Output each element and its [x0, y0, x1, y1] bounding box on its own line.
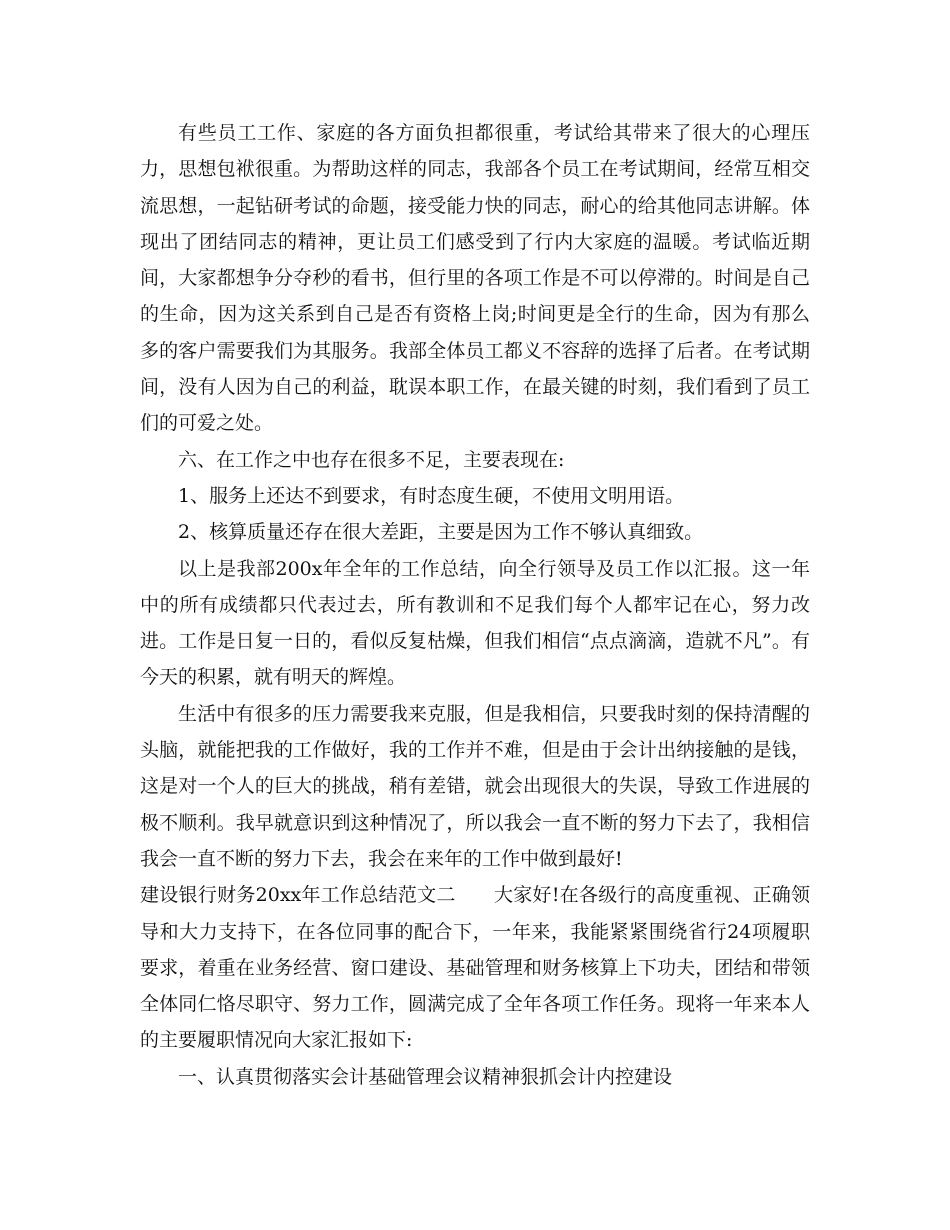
paragraph-shortcoming-1: 1、服务上还达不到要求，有时态度生硬，不使用文明用语。 [178, 484, 685, 507]
sample-body: 大家好!在各级行的高度重视、正确领导和大力支持下，在各位同事的配合下，一年来，我能紧紧围绕省行24项履职要求，着重在业务经营、窗口建设、基础管理和财务核算上下功夫，团结和带领全体同仁恪尽职守、努力工作，圆满完成了全年各项工作任务。现将一年来本人的主要履职情况向大家汇报如下: [140, 884, 811, 1052]
paragraph-exam-support: 有些员工工作、家庭的各方面负担都很重，考试给其带来了很大的心理压力，思想包袱很重。为帮助这样的同志，我部各个员工在考试期间，经常互相交流思想，一起钻研考试的命题，接受能力快的同志，耐心的给其他同志讲解。体现出了团结同志的精神，更让员工们感受到了行内大家庭的温暖。考试临近期间，大家都想争分夺秒的看书，但行里的各项工作是不可以停滞的。时间是自己的生命，因为这关系到自己是否有资格上岗;时间更是全行的生命，因为有那么多的客户需要我们为其服务。我部全体员工都义不容辞的选择了后者。在考试期间，没有人因为自己的利益，耽误本职工作，在最关键的时刻，我们看到了员工们的可爱之处。 [140, 122, 810, 435]
sample-title: 建设银行财务20xx年工作总结范文二 [140, 884, 456, 907]
document-body [140, 115, 810, 1095]
paragraph-summary: 以上是我部200x年全年的工作总结，向全行领导及员工作以汇报。这一年中的所有成绩都只代表过去，所有教训和不足我们每个人都牢记在心，努力改进。工作是日复一日的，看似反复枯燥，但我们相信“点点滴滴，造就不凡”。有今天的积累，就有明天的辉煌。 [140, 557, 810, 689]
paragraph-second-sample [140, 877, 810, 1058]
paragraph-shortcoming-2: 2、核算质量还存在很大差距，主要是因为工作不够认真细致。 [178, 521, 704, 544]
section-heading-accounting: 一、认真贯彻落实会计基础管理会议精神狠抓会计内控建设 [178, 1065, 673, 1088]
paragraph-shortcomings-heading: 六、在工作之中也存在很多不足，主要表现在: [178, 448, 565, 471]
paragraph-personal-reflection: 生活中有很多的压力需要我来克服，但是我相信，只要我时刻的保持清醒的头脑，就能把我的工作做好，我的工作并不难，但是由于会计出纳接触的是钱，这是对一个人的巨大的挑战，稍有差错，就会出现很大的失误，导致工作进展的极不顺利。我早就意识到这种情况了，所以我会一直不断的努力下去了，我相信我会一直不断的努力下去，我会在来年的工作中做到最好! [140, 702, 810, 870]
